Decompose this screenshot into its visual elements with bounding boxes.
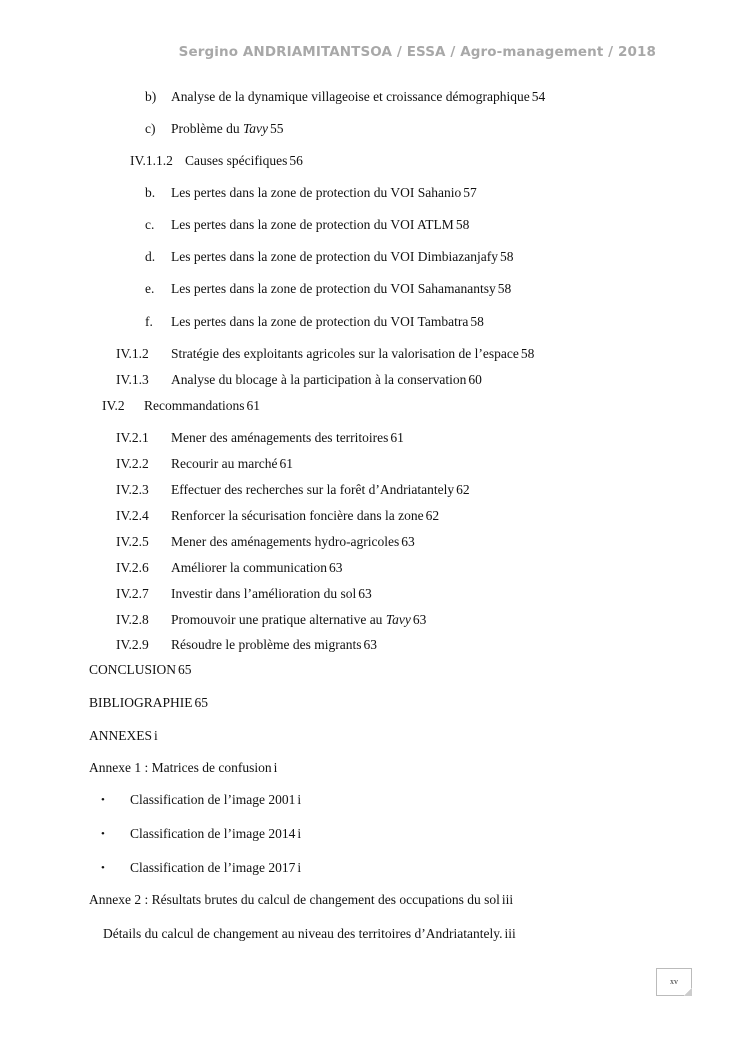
- toc-page: 54: [531, 89, 546, 104]
- toc-page: i: [154, 728, 158, 743]
- toc-label: Mener des aménagements hydro-agricoles: [171, 534, 400, 549]
- bullet-icon: •: [101, 862, 105, 874]
- toc-label: Les pertes dans la zone de protection du VOI ATLM: [171, 217, 454, 232]
- toc-number: IV.2: [102, 398, 125, 413]
- toc-label: Résoudre le problème des migrants: [171, 637, 362, 652]
- toc-page: 57: [463, 185, 477, 200]
- toc-page: 55: [270, 121, 284, 136]
- toc-number: IV.2.5: [116, 534, 149, 549]
- toc-page: i: [297, 826, 302, 841]
- toc-page: iii: [504, 926, 516, 941]
- toc-number: IV.2.4: [116, 508, 149, 523]
- toc-page: 61: [279, 456, 293, 471]
- toc-label: Recourir au marché: [171, 456, 278, 471]
- toc-label: Les pertes dans la zone de protection du VOI Tambatra: [171, 314, 469, 329]
- toc-label: Améliorer la communication: [171, 560, 327, 575]
- toc-page: 58: [470, 314, 484, 329]
- toc-number: IV.2.2: [116, 456, 149, 471]
- toc-label: Classification de l’image 2017: [130, 860, 296, 875]
- toc-label: Classification de l’image 2001: [130, 792, 296, 807]
- toc-number: IV.1.1.2: [130, 153, 173, 168]
- page-number: xv: [656, 968, 692, 996]
- toc-number: c.: [145, 217, 155, 232]
- toc-label: Causes spécifiques: [185, 153, 288, 168]
- toc-page: i: [297, 792, 302, 807]
- toc-number: IV.1.3: [116, 372, 149, 387]
- toc-page: 63: [358, 586, 372, 601]
- toc-number: f.: [145, 314, 153, 329]
- toc-label: Les pertes dans la zone de protection du VOI Dimbiazanjafy: [171, 249, 499, 264]
- toc-page: 65: [194, 695, 208, 710]
- toc-number: IV.2.7: [116, 586, 149, 601]
- toc-page: 62: [425, 508, 440, 523]
- toc-label: Renforcer la sécurisation foncière dans la zone: [171, 508, 424, 523]
- toc-page: 65: [178, 662, 192, 677]
- toc-number: b): [145, 89, 157, 104]
- toc-number: IV.2.8: [116, 612, 149, 627]
- toc-page: 60: [468, 372, 482, 387]
- toc-label: Problème du Tavy: [171, 121, 269, 136]
- toc-page: 62: [456, 482, 470, 497]
- toc-page: 58: [455, 217, 470, 232]
- toc-page: 58: [520, 346, 535, 361]
- toc-label: Investir dans l’amélioration du sol: [171, 586, 357, 601]
- toc-number: c): [145, 121, 156, 136]
- toc-page: 61: [390, 430, 404, 445]
- toc-number: IV.2.9: [116, 637, 149, 652]
- toc-number: IV.2.3: [116, 482, 149, 497]
- toc-page: 63: [401, 534, 415, 549]
- toc-label: Stratégie des exploitants agricoles sur la valorisation de l’espace: [171, 346, 519, 361]
- toc-number: b.: [145, 185, 156, 200]
- toc-label: Les pertes dans la zone de protection du VOI Sahamanantsy: [171, 281, 496, 296]
- toc-page: 63: [328, 560, 343, 575]
- toc-label: Effectuer des recherches sur la forêt d’Andriatantely: [171, 482, 455, 497]
- toc-page: i: [297, 860, 302, 875]
- toc-label: CONCLUSION: [89, 662, 177, 677]
- toc-number: IV.1.2: [116, 346, 149, 361]
- toc-label-italic: Tavy: [385, 612, 411, 627]
- toc-label-italic: Tavy: [243, 121, 269, 136]
- toc-label: Annexe 2 : Résultats brutes du calcul de changement des occupations du sol: [89, 892, 500, 907]
- running-header: Sergino ANDRIAMITANTSOA / ESSA / Agro-management / 2018: [178, 44, 656, 60]
- toc-label: Les pertes dans la zone de protection du VOI Sahanio: [171, 185, 462, 200]
- toc-label: Détails du calcul de changement au niveau des territoires d’Andriatantely.: [103, 926, 503, 941]
- toc-label: Mener des aménagements des territoires: [171, 430, 389, 445]
- toc-page: 63: [412, 612, 427, 627]
- toc-label: Annexe 1 : Matrices de confusion: [89, 760, 272, 775]
- toc-number: d.: [145, 249, 156, 264]
- toc-label: Promouvoir une pratique alternative au Tavy: [171, 612, 411, 627]
- toc-label: BIBLIOGRAPHIE: [89, 695, 193, 710]
- toc-page: 58: [500, 249, 514, 264]
- toc-page: 63: [363, 637, 377, 652]
- toc-page: iii: [501, 892, 514, 907]
- toc-label: Recommandations: [144, 398, 245, 413]
- toc-number: e.: [145, 281, 155, 296]
- toc-page: 61: [246, 398, 260, 413]
- toc-page: 58: [497, 281, 512, 296]
- toc-number: IV.2.1: [116, 430, 149, 445]
- toc-label: Analyse de la dynamique villageoise et croissance démographique: [171, 89, 530, 104]
- toc-page: 56: [289, 153, 303, 168]
- toc-label: ANNEXES: [89, 728, 152, 743]
- toc-page: i: [273, 760, 278, 775]
- toc-label: Classification de l’image 2014: [130, 826, 296, 841]
- bullet-icon: •: [101, 828, 105, 840]
- bullet-icon: •: [101, 794, 105, 806]
- toc-label: Analyse du blocage à la participation à la conservation: [171, 372, 467, 387]
- toc-number: IV.2.6: [116, 560, 149, 575]
